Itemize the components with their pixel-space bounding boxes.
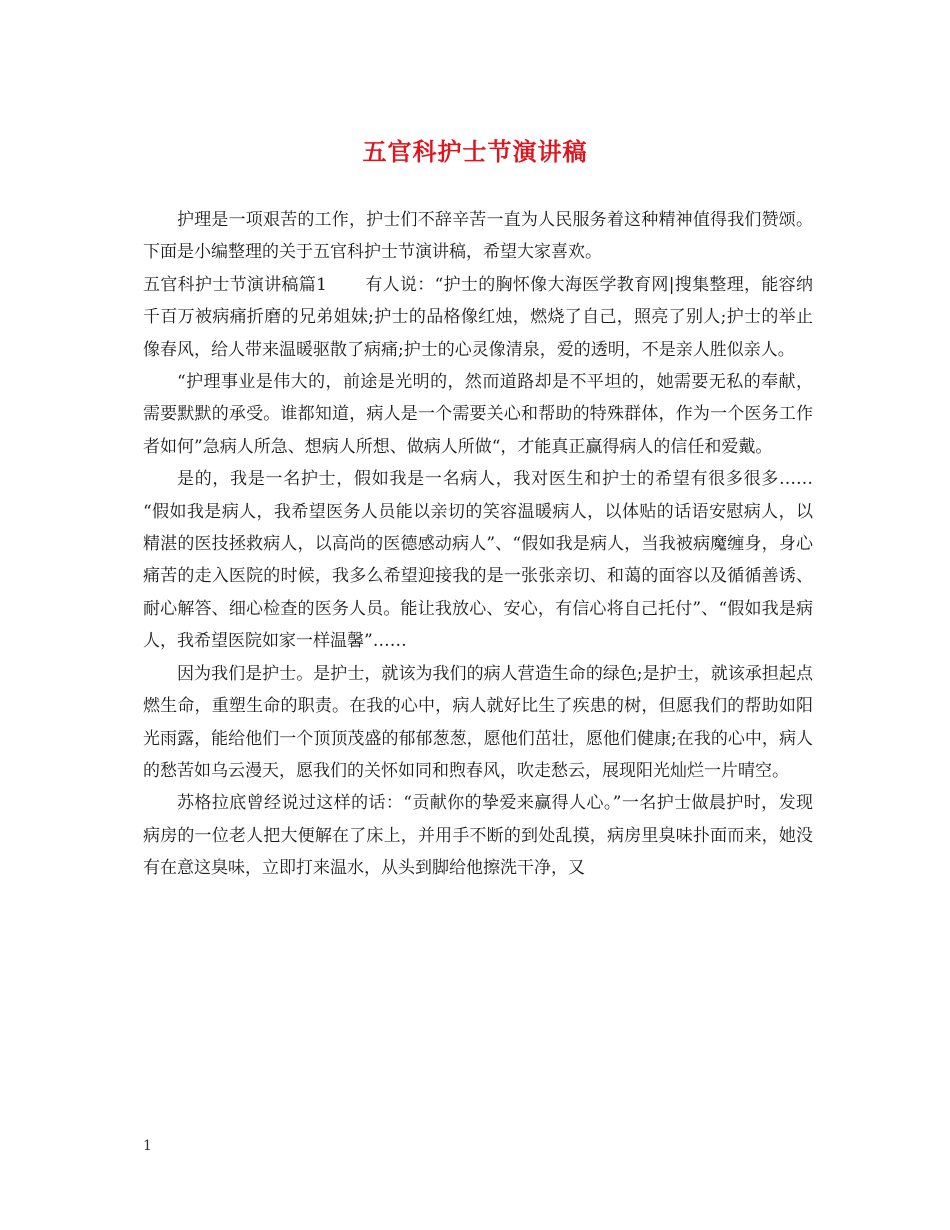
- page-number: 1: [143, 1138, 152, 1154]
- section-paragraph: [143, 269, 813, 366]
- document-title: 五官科护士节演讲稿: [362, 137, 588, 166]
- section-first-text: 有人说：“护士的胸怀像大海医学教育网|搜集整理，能容纳千百万被病痛折磨的兄弟姐妹;护士的品格像红烛，燃烧了自己，照亮了别人;护士的举止像春风，给人带来温暖驱散了病痛;护士的心灵像清泉，爱的透明，不是亲人胜似亲人。: [143, 274, 813, 360]
- body-paragraph-2: 是的，我是一名护士，假如我是一名病人，我对医生和护士的希望有很多很多…… “假如我是病人，我希望医务人员能以亲切的笑容温暖病人，以体贴的话语安慰病人，以精湛的医技拯救病人，以高尚的医德感动病人”、“假如我是病人，当我被病魔缠身，身心痛苦的走入医院的时候，我多么希望迎接我的是一张张亲切、和蔼的面容以及循循善诱、耐心解答、细心检查的医务人员。能让我放心、安心，有信心将自己托付”、“假如我是病人，我希望医院如家一样温馨”……: [143, 469, 813, 652]
- section-heading: 五官科护士节演讲稿篇1: [143, 274, 327, 295]
- intro-paragraph: 护理是一项艰苦的工作，护士们不辞辛苦一直为人民服务着这种精神值得我们赞颂。下面是小编整理的关于五官科护士节演讲稿，希望大家喜欢。: [143, 210, 813, 263]
- body-paragraph-3: 因为我们是护士。是护士，就该为我们的病人营造生命的绿色;是护士，就该承担起点燃生命，重塑生命的职责。在我的心中，病人就好比生了疾患的树，但愿我们的帮助如阳光雨露，能给他们一个顶顶茂盛的郁郁葱葱，愿他们茁壮，愿他们健康;在我的心中，病人的愁苦如乌云漫天，愿我们的关怀如同和煦春风，吹走愁云，展现阳光灿烂一片晴空。: [143, 663, 813, 781]
- body-paragraph-1: “护理事业是伟大的，前途是光明的，然而道路却是不平坦的，她需要无私的奉献，需要默默的承受。谁都知道，病人是一个需要关心和帮助的特殊群体，作为一个医务工作者如何”急病人所急、想病人所想、做病人所做“，才能真正赢得病人的信任和爱戴。: [143, 372, 813, 457]
- document-body: [143, 204, 813, 885]
- body-paragraph-4: 苏格拉底曾经说过这样的话：“贡献你的挚爱来赢得人心。”一名护士做晨护时，发现病房的一位老人把大便解在了床上，并用手不断的到处乱摸，病房里臭味扑面而来，她没有在意这臭味，立即打来温水，从头到脚给他擦洗干净，又: [143, 793, 813, 879]
